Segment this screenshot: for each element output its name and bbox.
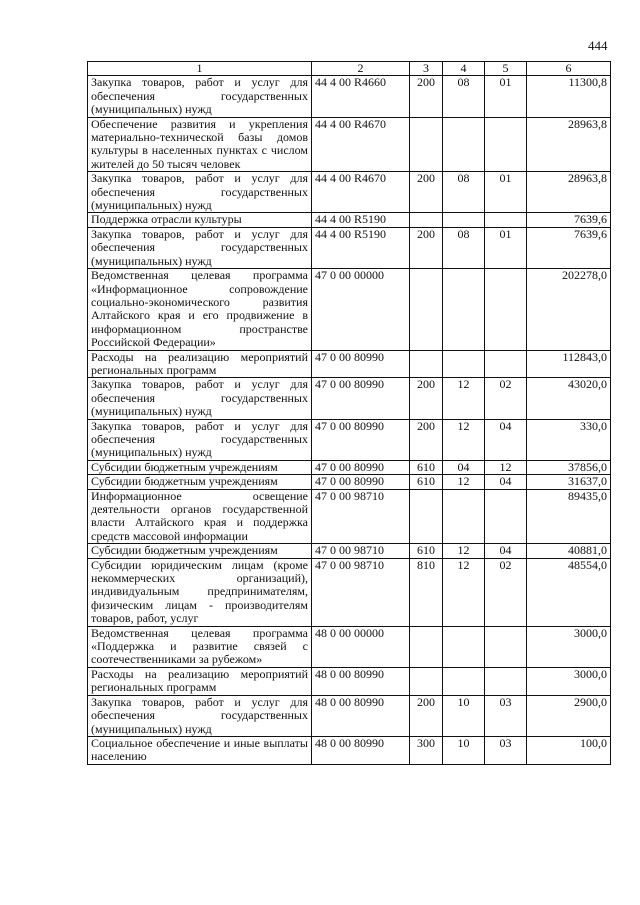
section-code	[443, 213, 485, 227]
expense-type-code: 200	[410, 419, 443, 460]
section-code: 08	[443, 172, 485, 213]
expense-type-code	[410, 350, 443, 378]
section-code	[443, 626, 485, 667]
section-code: 10	[443, 695, 485, 736]
amount-value: 202278,0	[527, 269, 611, 350]
column-header: 6	[527, 62, 611, 76]
section-code	[443, 489, 485, 544]
column-header: 2	[312, 62, 410, 76]
table-row	[88, 419, 611, 460]
target-article-code: 48 0 00 80990	[312, 695, 410, 736]
amount-value: 7639,6	[527, 227, 611, 268]
row-description: Субсидии бюджетным учреждениям	[88, 475, 312, 489]
subsection-code	[485, 117, 527, 172]
table-row	[88, 544, 611, 558]
row-description: Обеспечение развития и укрепления материально-технической базы домов культуры в населенных пунктах с числом жителей до 50 тысяч человек	[88, 117, 312, 172]
target-article-code: 47 0 00 80990	[312, 475, 410, 489]
subsection-code	[485, 667, 527, 695]
row-description: Субсидии бюджетным учреждениям	[88, 544, 312, 558]
table-row	[88, 350, 611, 378]
section-code: 12	[443, 544, 485, 558]
table-header-row	[88, 62, 611, 76]
target-article-code: 47 0 00 98710	[312, 489, 410, 544]
expense-type-code: 300	[410, 736, 443, 764]
target-article-code: 47 0 00 80990	[312, 350, 410, 378]
amount-value: 37856,0	[527, 460, 611, 474]
subsection-code: 04	[485, 419, 527, 460]
amount-value: 3000,0	[527, 667, 611, 695]
section-code: 04	[443, 460, 485, 474]
row-description: Расходы на реализацию мероприятий региональных программ	[88, 350, 312, 378]
section-code: 08	[443, 76, 485, 117]
section-code	[443, 667, 485, 695]
subsection-code: 01	[485, 76, 527, 117]
subsection-code: 01	[485, 172, 527, 213]
expense-type-code: 810	[410, 558, 443, 626]
subsection-code: 04	[485, 544, 527, 558]
row-description: Закупка товаров, работ и услуг для обеспечения государственных (муниципальных) нужд	[88, 76, 312, 117]
target-article-code: 47 0 00 98710	[312, 558, 410, 626]
amount-value: 2900,0	[527, 695, 611, 736]
table-row	[88, 667, 611, 695]
column-header: 4	[443, 62, 485, 76]
subsection-code: 12	[485, 460, 527, 474]
target-article-code: 47 0 00 80990	[312, 460, 410, 474]
amount-value: 11300,8	[527, 76, 611, 117]
expense-type-code: 200	[410, 76, 443, 117]
table-row	[88, 76, 611, 117]
amount-value: 31637,0	[527, 475, 611, 489]
subsection-code: 02	[485, 558, 527, 626]
table-row	[88, 489, 611, 544]
table-row	[88, 378, 611, 419]
expense-type-code: 610	[410, 475, 443, 489]
section-code	[443, 269, 485, 350]
expense-type-code	[410, 269, 443, 350]
target-article-code: 47 0 00 98710	[312, 544, 410, 558]
column-header: 1	[88, 62, 312, 76]
expense-type-code: 610	[410, 460, 443, 474]
row-description: Закупка товаров, работ и услуг для обеспечения государственных (муниципальных) нужд	[88, 419, 312, 460]
table-row	[88, 213, 611, 227]
row-description: Ведомственная целевая программа «Поддержка и развитие связей с соотечественниками за рубежом»	[88, 626, 312, 667]
expense-type-code: 200	[410, 172, 443, 213]
expense-type-code: 200	[410, 695, 443, 736]
section-code: 12	[443, 475, 485, 489]
subsection-code	[485, 489, 527, 544]
row-description: Информационное освещение деятельности органов государственной власти Алтайского края и поддержка средств массовой информации	[88, 489, 312, 544]
target-article-code: 44 4 00 R4670	[312, 117, 410, 172]
expense-type-code: 200	[410, 227, 443, 268]
amount-value: 48554,0	[527, 558, 611, 626]
section-code	[443, 117, 485, 172]
row-description: Закупка товаров, работ и услуг для обеспечения государственных (муниципальных) нужд	[88, 172, 312, 213]
row-description: Закупка товаров, работ и услуг для обеспечения государственных (муниципальных) нужд	[88, 695, 312, 736]
subsection-code: 03	[485, 736, 527, 764]
column-header: 3	[410, 62, 443, 76]
row-description: Расходы на реализацию мероприятий региональных программ	[88, 667, 312, 695]
section-code	[443, 350, 485, 378]
table-row	[88, 736, 611, 764]
amount-value: 112843,0	[527, 350, 611, 378]
row-description: Социальное обеспечение и иные выплаты населению	[88, 736, 312, 764]
target-article-code: 47 0 00 00000	[312, 269, 410, 350]
subsection-code: 01	[485, 227, 527, 268]
section-code: 12	[443, 558, 485, 626]
subsection-code: 02	[485, 378, 527, 419]
expense-type-code	[410, 626, 443, 667]
budget-table	[87, 61, 611, 765]
target-article-code: 44 4 00 R5190	[312, 227, 410, 268]
table-row	[88, 695, 611, 736]
amount-value: 28963,8	[527, 172, 611, 213]
amount-value: 3000,0	[527, 626, 611, 667]
subsection-code	[485, 213, 527, 227]
target-article-code: 48 0 00 00000	[312, 626, 410, 667]
row-description: Закупка товаров, работ и услуг для обеспечения государственных (муниципальных) нужд	[88, 378, 312, 419]
target-article-code: 44 4 00 R4660	[312, 76, 410, 117]
amount-value: 89435,0	[527, 489, 611, 544]
table-row	[88, 460, 611, 474]
row-description: Ведомственная целевая программа «Информационное сопровождение социально-экономического развития Алтайского края и его продвижение в информационном пространстве Российской Федерации»	[88, 269, 312, 350]
target-article-code: 47 0 00 80990	[312, 378, 410, 419]
expense-type-code: 610	[410, 544, 443, 558]
target-article-code: 47 0 00 80990	[312, 419, 410, 460]
row-description: Поддержка отрасли культуры	[88, 213, 312, 227]
target-article-code: 48 0 00 80990	[312, 736, 410, 764]
subsection-code: 04	[485, 475, 527, 489]
subsection-code	[485, 269, 527, 350]
section-code: 12	[443, 419, 485, 460]
target-article-code: 48 0 00 80990	[312, 667, 410, 695]
subsection-code	[485, 626, 527, 667]
section-code: 10	[443, 736, 485, 764]
section-code: 12	[443, 378, 485, 419]
table-row	[88, 626, 611, 667]
expense-type-code	[410, 117, 443, 172]
table-row	[88, 117, 611, 172]
table-row	[88, 269, 611, 350]
table-row	[88, 227, 611, 268]
expense-type-code: 200	[410, 378, 443, 419]
expense-type-code	[410, 667, 443, 695]
expense-type-code	[410, 489, 443, 544]
target-article-code: 44 4 00 R4670	[312, 172, 410, 213]
subsection-code	[485, 350, 527, 378]
table-row	[88, 558, 611, 626]
amount-value: 7639,6	[527, 213, 611, 227]
table-row	[88, 475, 611, 489]
row-description: Субсидии юридическим лицам (кроме некоммерческих организаций), индивидуальным предпринимателям, физическим лицам - производителям товаров, работ, услуг	[88, 558, 312, 626]
amount-value: 43020,0	[527, 378, 611, 419]
row-description: Закупка товаров, работ и услуг для обеспечения государственных (муниципальных) нужд	[88, 227, 312, 268]
row-description: Субсидии бюджетным учреждениям	[88, 460, 312, 474]
page-number: 444	[588, 38, 608, 53]
amount-value: 100,0	[527, 736, 611, 764]
column-header: 5	[485, 62, 527, 76]
amount-value: 330,0	[527, 419, 611, 460]
table-row	[88, 172, 611, 213]
amount-value: 40881,0	[527, 544, 611, 558]
section-code: 08	[443, 227, 485, 268]
expense-type-code	[410, 213, 443, 227]
amount-value: 28963,8	[527, 117, 611, 172]
target-article-code: 44 4 00 R5190	[312, 213, 410, 227]
subsection-code: 03	[485, 695, 527, 736]
